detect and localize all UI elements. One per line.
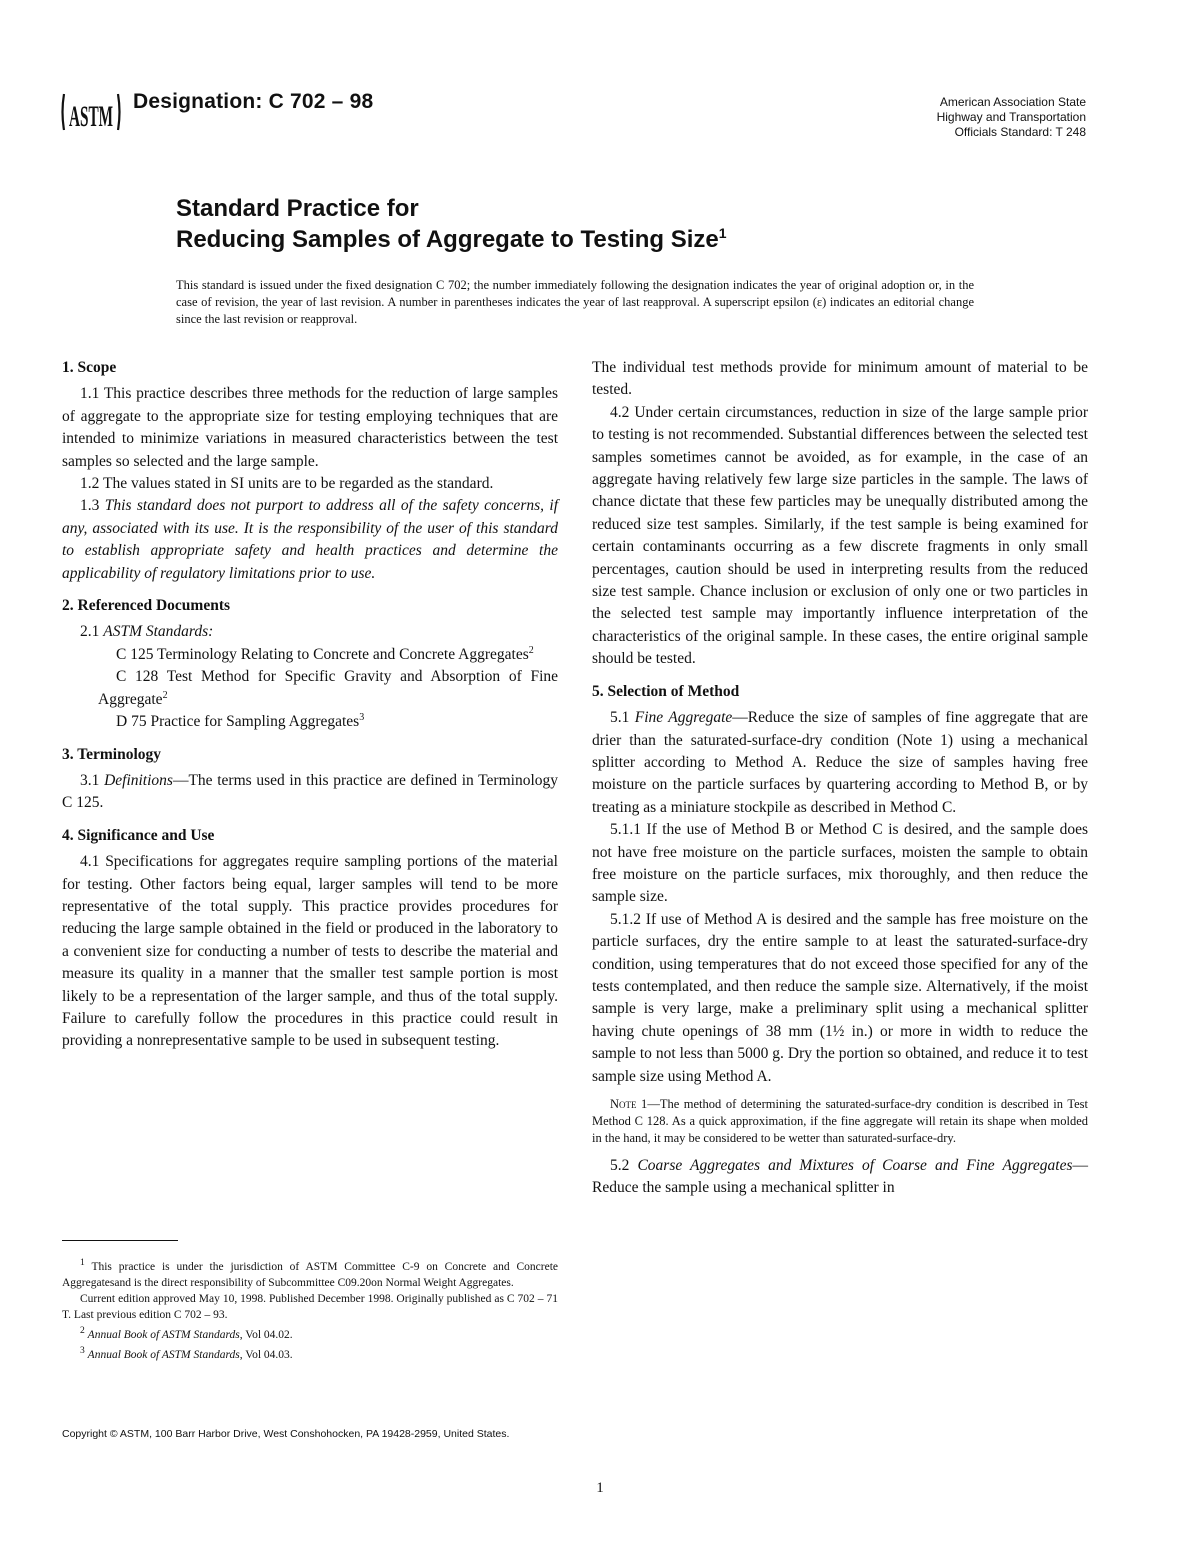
footnote-text: Current edition approved May 10, 1998. Published December 1998. Originally published as C 702 – 71 T. Last previous edition C 702 – 93. xyxy=(62,1292,558,1321)
paragraph-4-2: 4.2 Under certain circumstances, reduction in size of the large sample prior to testing is not recommended. Substantial differences between the selected test samples sometimes cannot be avoided, as for example, in the case of an aggregate having relatively few large size particles in the sample. The laws of chance dictate that these few particles may be unequally distributed among the reduced size test samples. Similarly, if the test sample is being examined for certain contaminants occurring as a few discrete fragments in only small percentages, caution should be used in interpreting results from the reduced size test sample. Chance inclusion or exclusion of only one or two particles in the selected test sample may importantly influence interpretation of the characteristics of the original sample. In these cases, the entire original sample should be tested. xyxy=(592,403,1088,668)
reference-item xyxy=(62,644,558,666)
footnote xyxy=(62,1323,558,1343)
issuance-statement: This standard is issued under the fixed designation C 702; the number immediately following the designation indicates the year of original adoption or, in the case of revision, the year of last revision. A number in parentheses indicates the year of last reapproval. A superscript epsilon (ε) indicates an editorial change since the last revision or reapproval. xyxy=(176,278,974,326)
paragraph-2-1 xyxy=(62,621,558,643)
footnote xyxy=(62,1255,558,1291)
paragraph-number: 5.1 xyxy=(610,709,630,727)
title-line-1: Standard Practice for xyxy=(176,195,419,222)
footnote-text: , Vol 04.03. xyxy=(239,1348,293,1361)
footnote-divider xyxy=(62,1240,178,1241)
footnote-ref: 2 xyxy=(528,644,534,656)
section-heading-significance: 4. Significance and Use xyxy=(62,826,215,844)
paragraph-3-1 xyxy=(62,770,558,815)
footnote xyxy=(62,1291,558,1323)
paragraph-5-1-1: 5.1.1 If the use of Method B or Method C is desired, and the sample does not have free moisture on the particle surfaces, moisten the sample to obtain free moisture on the particle surfaces, mix thoroughly, and then reduce the sample size. xyxy=(592,821,1088,906)
paragraph-4-1-continued: The individual test methods provide for minimum amount of material to be tested. xyxy=(592,359,1088,399)
copyright: Copyright © ASTM, 100 Barr Harbor Drive, West Conshohocken, PA 19428-2959, United States. xyxy=(62,1428,510,1440)
section-heading-referenced-documents: 2. Referenced Documents xyxy=(62,597,231,615)
section-heading-terminology: 3. Terminology xyxy=(62,745,162,763)
paragraph-text: —Reduce the sample using a mechanical splitter in xyxy=(592,1157,1088,1197)
term-label: Definitions xyxy=(104,771,173,789)
footnote-marker: 2 xyxy=(80,1324,85,1336)
paragraph-1-3 xyxy=(62,495,558,585)
definition-text: —The terms used in this practice are defined in Terminology C 125. xyxy=(62,771,559,812)
book-title: Annual Book of ASTM Standards xyxy=(87,1348,240,1361)
page-number: 1 xyxy=(596,1480,604,1496)
reference-item xyxy=(62,711,558,733)
logo-text: ASTM xyxy=(69,100,113,133)
paragraph-5-1 xyxy=(592,707,1088,819)
reference-text: C 125 Terminology Relating to Concrete and Concrete Aggregates xyxy=(116,645,529,663)
book-title: Annual Book of ASTM Standards xyxy=(87,1328,240,1341)
footnote-ref: 2 xyxy=(162,689,168,701)
paragraph-1-1: 1.1 This practice describes three methods for the reduction of large samples of aggregate to the appropriate size for testing employing techniques that are intended to minimize variations in measured characteristics between the test samples so selected and the large sample. xyxy=(62,385,558,470)
paragraph-number: 2.1 xyxy=(80,623,100,641)
designation: Designation: C 702 – 98 xyxy=(133,90,374,113)
aashto-line: American Association State xyxy=(939,95,1086,109)
aashto-line: Highway and Transportation xyxy=(936,110,1086,124)
left-column xyxy=(62,357,558,1053)
title-footnote-ref: 1 xyxy=(718,225,727,241)
footnote xyxy=(62,1343,558,1363)
aashto-standard xyxy=(826,95,1086,140)
paragraph-5-1-2: 5.1.2 If use of Method A is desired and the sample has free moisture on the particle surfaces, dry the entire sample to at least the saturated-surface-dry condition, using temperatures that do not exceed those specified for any of the tests contemplated, and then reduce the sample size. Alternatively, if the moist sample is very large, make a preliminary split using a mechanical splitter having chute openings of 38 mm (1½ in.) or more in width to reduce the sample to not less than 5000 g. Dry the portion so obtained, and reduce it to test sample size using Method A. xyxy=(592,910,1088,1085)
note-text: —The method of determining the saturated-surface-dry condition is described in Test Method C 128. As a quick approximation, if the fine aggregate will retain its shape when molded in the hand, it may be considered to be wetter than saturated-surface-dry. xyxy=(592,1097,1088,1145)
reference-text: C 128 Test Method for Specific Gravity and Absorption of Fine Aggregate xyxy=(98,668,558,708)
reference-text: D 75 Practice for Sampling Aggregates xyxy=(116,713,360,731)
footnote-text: , Vol 04.02. xyxy=(239,1328,293,1341)
note-label: Note 1 xyxy=(610,1097,648,1111)
paragraph-text: —Reduce the size of samples of fine aggregate that are drier than the saturated-surface-dry condition (Note 1) using a mechanical splitter according to Method A. Reduce the size of samples having free moisture on the particle surfaces by quartering according to Method B, or by treating as a miniature stockpile as described in Method C. xyxy=(592,709,1088,816)
paragraph-5-2 xyxy=(592,1155,1088,1200)
paragraph-4-1: 4.1 Specifications for aggregates require sampling portions of the material for testing. Other factors being equal, larger samples will tend to be more representative of the total supply. This practice provides procedures for reducing the large sample obtained in the field or produced in the laboratory to a convenient size for conducting a number of tests to describe the material and measure its quality in a manner that the smaller test sample portion is most likely to be a representation of the larger sample, and thus of the total supply. Failure to carefully follow the procedures in this practice could result in providing a nonrepresentative sample to be used in subsequent testing. xyxy=(62,853,558,1050)
term-label: Fine Aggregate xyxy=(634,709,733,727)
paragraph-number: 3.1 xyxy=(80,771,100,789)
footnote-ref: 3 xyxy=(359,711,365,723)
aashto-line: Officials Standard: T 248 xyxy=(954,125,1086,139)
footnote-marker: 3 xyxy=(80,1344,85,1356)
astm-standards-label: ASTM Standards: xyxy=(103,623,214,641)
footnotes xyxy=(62,1255,558,1362)
footnote-marker: 1 xyxy=(80,1257,85,1268)
title-line-2 xyxy=(176,225,727,254)
section-heading-scope: 1. Scope xyxy=(62,359,117,376)
term-label: Coarse Aggregates and Mixtures of Coarse and Fine Aggregates xyxy=(637,1157,1073,1174)
title-text: Reducing Samples of Aggregate to Testing Size xyxy=(176,226,719,253)
footnote-text: This practice is under the jurisdiction of ASTM Committee C-9 on Concrete and Concrete Aggregatesand is the direct responsibility of Subcommittee C09.20on Normal Weight Aggregates. xyxy=(62,1260,558,1289)
right-column xyxy=(592,357,1088,1200)
note-1 xyxy=(592,1096,1088,1147)
section-heading-selection: 5. Selection of Method xyxy=(592,682,740,700)
paragraph-number: 1.3 xyxy=(80,497,100,515)
reference-item xyxy=(62,666,558,711)
paragraph-1-2: 1.2 The values stated in SI units are to be regarded as the standard. xyxy=(80,475,494,493)
astm-logo xyxy=(60,86,122,138)
safety-statement: This standard does not purport to address all of the safety concerns, if any, associated with its use. It is the responsibility of the user of this standard to establish appropriate safety and health practices and determine the applicability of regulatory limitations prior to use. xyxy=(62,497,559,582)
paragraph-number: 5.2 xyxy=(610,1157,630,1174)
